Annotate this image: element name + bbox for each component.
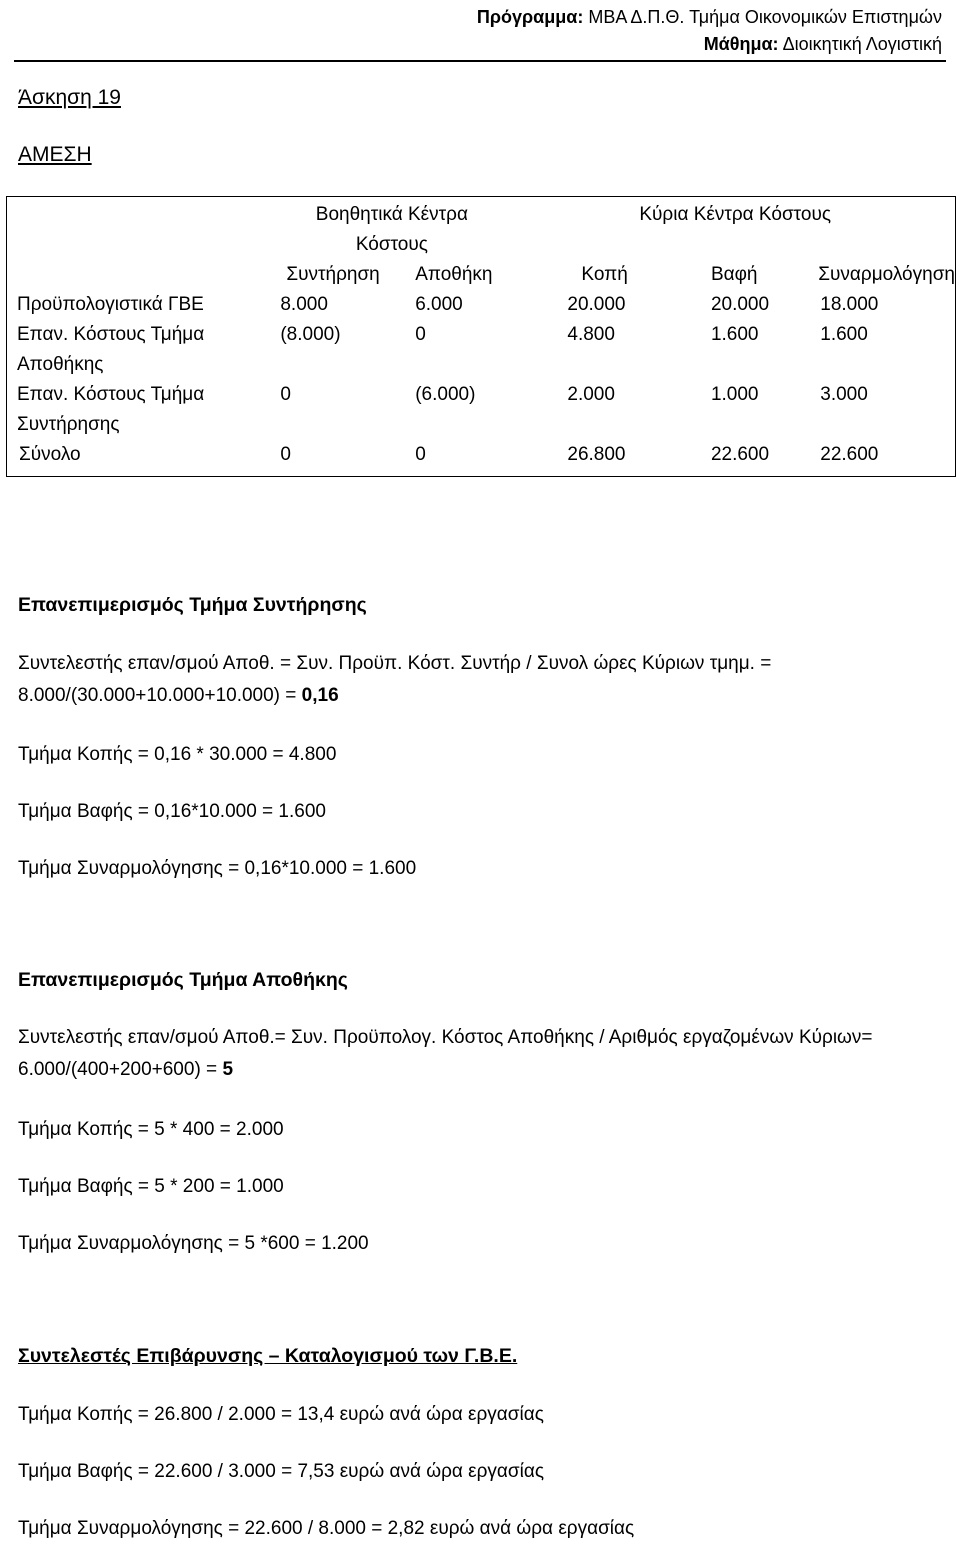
row-label: Σύνολο bbox=[19, 444, 81, 465]
warehouse-line: Τμήμα Συναρμολόγησης = 5 *600 = 1.200 bbox=[18, 1233, 369, 1254]
overhead-rates-title: Συντελεστές Επιβάρυνσης – Καταλογισμού των Γ.Β.Ε. bbox=[18, 1345, 518, 1367]
table-cell: 20.000 bbox=[710, 294, 770, 315]
warehouse-line: Τμήμα Βαφής = 5 * 200 = 1.000 bbox=[18, 1176, 284, 1197]
maintenance-section-title: Επανεπιμερισμός Τμήμα Συντήρησης bbox=[18, 594, 367, 616]
table-cell: 26.800 bbox=[567, 444, 626, 465]
table-cell: 1.600 bbox=[820, 324, 868, 345]
warehouse-line: Τμήμα Κοπής = 5 * 400 = 2.000 bbox=[18, 1119, 284, 1140]
row-label: Επαν. Κόστους Τμήμα Συντήρησης bbox=[17, 384, 205, 435]
page-header bbox=[477, 4, 942, 58]
table-cell: 20.000 bbox=[567, 294, 626, 315]
exercise-title: Άσκηση 19 bbox=[18, 86, 121, 109]
table-group-header bbox=[7, 197, 956, 261]
warehouse-section-title: Επανεπιμερισμός Τμήμα Αποθήκης bbox=[18, 969, 348, 991]
table-cell: 0 bbox=[280, 384, 291, 405]
table-cell: 22.600 bbox=[820, 444, 879, 465]
course-line: Μάθημα: Διοικητική Λογιστική bbox=[703, 34, 942, 54]
cost-allocation-table bbox=[6, 196, 956, 477]
table-row-total bbox=[7, 440, 956, 477]
table-cell: 0 bbox=[415, 324, 426, 345]
col-assembly: Συναρμολόγηση bbox=[818, 264, 955, 285]
maintenance-line: Τμήμα Βαφής = 0,16*10.000 = 1.600 bbox=[18, 801, 326, 822]
table-cell: 0 bbox=[280, 444, 291, 465]
method-title: ΑΜΕΣΗ bbox=[18, 143, 92, 166]
maintenance-rate-value: 0,16 bbox=[301, 685, 339, 706]
table-cell: 2.000 bbox=[567, 384, 615, 405]
col-warehouse: Αποθήκη bbox=[415, 264, 493, 285]
group-main-centers: Κύρια Κέντρα Κόστους bbox=[639, 204, 832, 225]
table-row bbox=[7, 290, 956, 320]
table-cell: 3.000 bbox=[820, 384, 868, 405]
table-column-header bbox=[7, 260, 956, 290]
overhead-rate-line: Τμήμα Βαφής = 22.600 / 3.000 = 7,53 ευρώ ανά ώρα εργασίας bbox=[18, 1461, 544, 1482]
warehouse-rate-value: 5 bbox=[222, 1059, 234, 1080]
maintenance-rate: Συντελεστής επαν/σμού Αποθ. = Συν. Προϋπ. Κόστ. Συντήρ / Συνολ ώρες Κύριων τμημ. = 8.000/(30.000+10.000+10.000) = 0,16 bbox=[18, 653, 772, 706]
table-row bbox=[7, 380, 956, 440]
col-cutting: Κοπή bbox=[581, 264, 628, 285]
table-cell: 1.600 bbox=[710, 324, 759, 345]
maintenance-line: Τμήμα Συναρμολόγησης = 0,16*10.000 = 1.600 bbox=[18, 858, 417, 879]
table-row bbox=[7, 320, 956, 380]
group-support-centers: Βοηθητικά Κέντρα Κόστους bbox=[315, 204, 468, 255]
program-line: Πρόγραμμα: ΜΒΑ Δ.Π.Θ. Τμήμα Οικονομικών Επιστημών bbox=[476, 7, 942, 27]
row-label: Προϋπολογιστικά ΓΒΕ bbox=[17, 294, 204, 315]
table-cell: (6.000) bbox=[415, 384, 476, 405]
header-divider bbox=[14, 60, 946, 62]
overhead-rate-line: Τμήμα Κοπής = 26.800 / 2.000 = 13,4 ευρώ ανά ώρα εργασίας bbox=[18, 1404, 544, 1425]
table-cell: 18.000 bbox=[820, 294, 879, 315]
row-label: Επαν. Κόστους Τμήμα Αποθήκης bbox=[17, 324, 205, 375]
overhead-rate-line: Τμήμα Συναρμολόγησης = 22.600 / 8.000 = 2,82 ευρώ ανά ώρα εργασίας bbox=[18, 1518, 635, 1539]
warehouse-rate: Συντελεστής επαν/σμού Αποθ.= Συν. Προϋπολογ. Κόστος Αποθήκης / Αριθμός εργαζομένων Κύριων= 6.000/(400+200+600) = 5 bbox=[18, 1027, 873, 1080]
table-cell: 8.000 bbox=[280, 294, 328, 315]
table-cell: 4.800 bbox=[567, 324, 615, 345]
col-painting: Βαφή bbox=[710, 264, 758, 285]
maintenance-line: Τμήμα Κοπής = 0,16 * 30.000 = 4.800 bbox=[18, 744, 337, 765]
table-cell: (8.000) bbox=[280, 324, 341, 345]
col-maintenance: Συντήρηση bbox=[286, 264, 380, 285]
table-cell: 0 bbox=[415, 444, 426, 465]
table-cell: 22.600 bbox=[710, 444, 770, 465]
table-cell: 6.000 bbox=[415, 294, 463, 315]
table-cell: 1.000 bbox=[710, 384, 759, 405]
